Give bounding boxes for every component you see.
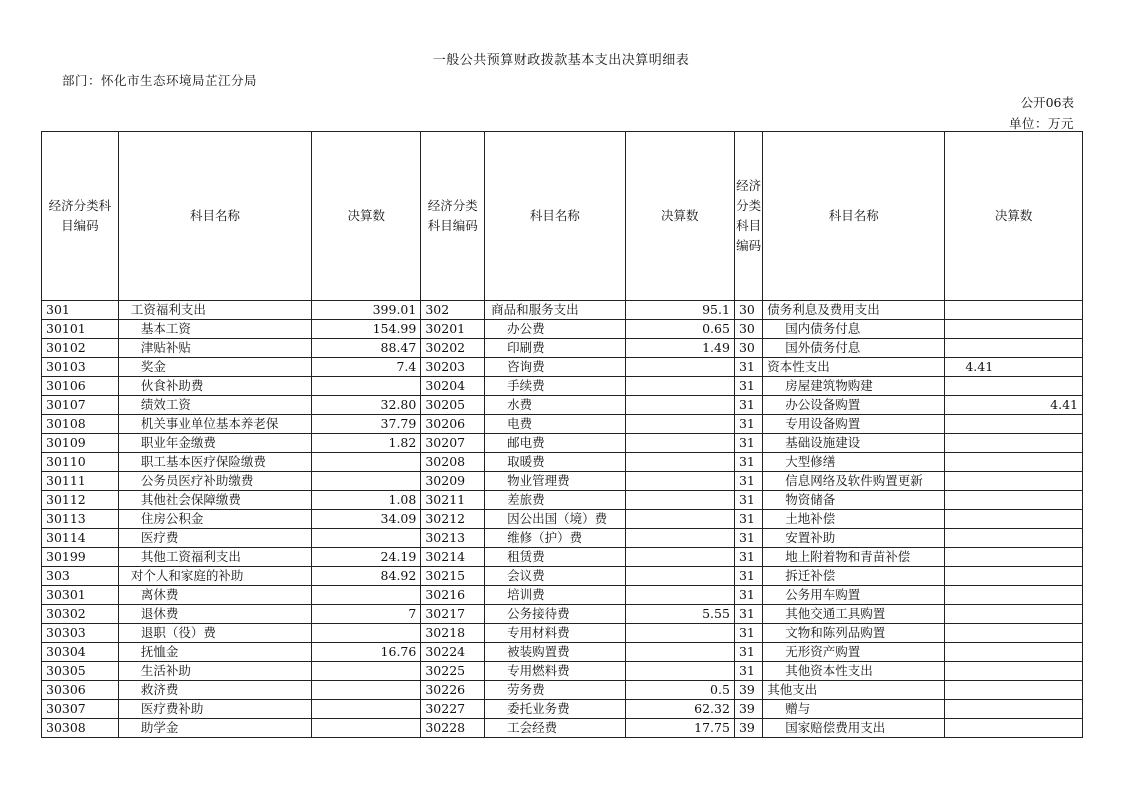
code-cell: 30208 (421, 453, 485, 472)
amount-cell (625, 529, 734, 548)
amount-cell (312, 700, 421, 719)
name-cell: 对个人和家庭的补助 (118, 567, 311, 586)
table-row (42, 472, 1083, 491)
code-cell: 30 (734, 339, 762, 358)
code-cell: 30201 (421, 320, 485, 339)
amount-cell (945, 491, 1083, 510)
code-cell: 30217 (421, 605, 485, 624)
name-cell: 其他社会保障缴费 (118, 491, 311, 510)
amount-cell (625, 491, 734, 510)
table-row (42, 605, 1083, 624)
table-row (42, 320, 1083, 339)
header-code-3: 经济分类科目编码 (734, 132, 762, 301)
code-cell: 31 (734, 567, 762, 586)
page-title: 一般公共预算财政拨款基本支出决算明细表 (432, 53, 690, 68)
header-amount-3: 决算数 (945, 132, 1083, 301)
name-cell: 房屋建筑物购建 (763, 377, 945, 396)
code-cell: 30204 (421, 377, 485, 396)
name-cell: 助学金 (118, 719, 311, 738)
name-cell: 拆迁补偿 (763, 567, 945, 586)
name-cell: 专用燃料费 (485, 662, 626, 681)
name-cell: 奖金 (118, 358, 311, 377)
name-cell: 抚恤金 (118, 643, 311, 662)
table-row (42, 624, 1083, 643)
amount-cell (625, 434, 734, 453)
amount-cell: 34.09 (312, 510, 421, 529)
name-cell: 委托业务费 (485, 700, 626, 719)
amount-cell: 7.4 (312, 358, 421, 377)
code-cell: 39 (734, 719, 762, 738)
amount-cell: 62.32 (625, 700, 734, 719)
table-row (42, 377, 1083, 396)
amount-cell (312, 453, 421, 472)
name-cell: 电费 (485, 415, 626, 434)
amount-cell (625, 567, 734, 586)
amount-cell (312, 586, 421, 605)
name-cell: 租赁费 (485, 548, 626, 567)
table-row (42, 358, 1083, 377)
name-cell: 医疗费 (118, 529, 311, 548)
code-cell: 31 (734, 510, 762, 529)
code-cell: 30110 (42, 453, 119, 472)
code-cell: 31 (734, 548, 762, 567)
amount-cell (945, 339, 1083, 358)
expenditure-table (41, 131, 1083, 738)
code-cell: 30109 (42, 434, 119, 453)
name-cell: 公务员医疗补助缴费 (118, 472, 311, 491)
code-cell: 303 (42, 567, 119, 586)
amount-cell: 0.65 (625, 320, 734, 339)
name-cell: 地上附着物和青苗补偿 (763, 548, 945, 567)
amount-value: 4.41 (965, 359, 994, 374)
name-cell: 文物和陈列品购置 (763, 624, 945, 643)
name-cell: 工资福利支出 (118, 301, 311, 320)
amount-cell (625, 643, 734, 662)
code-cell: 31 (734, 529, 762, 548)
amount-cell: 88.47 (312, 339, 421, 358)
name-cell: 物资储备 (763, 491, 945, 510)
name-cell: 物业管理费 (485, 472, 626, 491)
unit-label: 单位：万元 (1008, 116, 1074, 131)
name-cell: 债务利息及费用支出 (763, 301, 945, 320)
amount-cell (945, 662, 1083, 681)
header-name-3: 科目名称 (763, 132, 945, 301)
code-cell: 30206 (421, 415, 485, 434)
amount-cell (945, 548, 1083, 567)
code-cell: 30227 (421, 700, 485, 719)
amount-cell (312, 529, 421, 548)
name-cell: 被装购置费 (485, 643, 626, 662)
code-cell: 31 (734, 453, 762, 472)
amount-cell: 1.82 (312, 434, 421, 453)
header-amount-1: 决算数 (312, 132, 421, 301)
amount-cell: 37.79 (312, 415, 421, 434)
name-cell: 医疗费补助 (118, 700, 311, 719)
name-cell: 因公出国（境）费 (485, 510, 626, 529)
table-row (42, 453, 1083, 472)
header-name-2: 科目名称 (485, 132, 626, 301)
amount-value: 4.41 (1050, 397, 1078, 412)
table-row (42, 700, 1083, 719)
table-row (42, 510, 1083, 529)
code-cell: 30203 (421, 358, 485, 377)
name-cell: 信息网络及软件购置更新 (763, 472, 945, 491)
code-cell: 30214 (421, 548, 485, 567)
code-cell: 39 (734, 700, 762, 719)
amount-cell (625, 358, 734, 377)
amount-cell (945, 605, 1083, 624)
table-row (42, 415, 1083, 434)
amount-cell (945, 529, 1083, 548)
amount-cell (625, 377, 734, 396)
code-cell: 30107 (42, 396, 119, 415)
name-cell: 退休费 (118, 605, 311, 624)
name-cell: 办公设备购置 (763, 396, 945, 415)
header-name-1: 科目名称 (118, 132, 311, 301)
amount-cell: 16.76 (312, 643, 421, 662)
code-cell: 31 (734, 415, 762, 434)
code-cell: 30228 (421, 719, 485, 738)
amount-cell (945, 377, 1083, 396)
name-cell: 赠与 (763, 700, 945, 719)
table-code: 公开06表 (1020, 95, 1074, 110)
name-cell: 国外债务付息 (763, 339, 945, 358)
amount-cell (625, 472, 734, 491)
code-cell: 30101 (42, 320, 119, 339)
header-amount-2: 决算数 (625, 132, 734, 301)
amount-cell: 7 (312, 605, 421, 624)
amount-cell (945, 719, 1083, 738)
amount-cell (945, 434, 1083, 453)
name-cell: 公务接待费 (485, 605, 626, 624)
code-cell: 30106 (42, 377, 119, 396)
name-cell: 离休费 (118, 586, 311, 605)
code-cell: 31 (734, 605, 762, 624)
code-cell: 30308 (42, 719, 119, 738)
amount-cell: 1.08 (312, 491, 421, 510)
code-cell: 31 (734, 377, 762, 396)
table-row (42, 491, 1083, 510)
table-row (42, 548, 1083, 567)
amount-cell (945, 472, 1083, 491)
code-cell: 30102 (42, 339, 119, 358)
table-row (42, 719, 1083, 738)
code-cell: 30305 (42, 662, 119, 681)
name-cell: 职工基本医疗保险缴费 (118, 453, 311, 472)
header-code-2: 经济分类科目编码 (421, 132, 485, 301)
table-row (42, 396, 1083, 415)
code-cell: 31 (734, 434, 762, 453)
code-cell: 30113 (42, 510, 119, 529)
name-cell: 会议费 (485, 567, 626, 586)
amount-cell (945, 624, 1083, 643)
name-cell: 安置补助 (763, 529, 945, 548)
name-cell: 培训费 (485, 586, 626, 605)
code-cell: 39 (734, 681, 762, 700)
name-cell: 印刷费 (485, 339, 626, 358)
code-cell: 30215 (421, 567, 485, 586)
code-cell: 301 (42, 301, 119, 320)
name-cell: 其他交通工具购置 (763, 605, 945, 624)
code-cell: 30301 (42, 586, 119, 605)
code-cell: 30209 (421, 472, 485, 491)
table-row (42, 339, 1083, 358)
code-cell: 31 (734, 396, 762, 415)
amount-cell (625, 510, 734, 529)
amount-value (949, 396, 965, 414)
table-row (42, 434, 1083, 453)
amount-cell: 32.80 (312, 396, 421, 415)
table-row (42, 586, 1083, 605)
name-cell: 无形资产购置 (763, 643, 945, 662)
code-cell: 31 (734, 662, 762, 681)
code-cell: 30114 (42, 529, 119, 548)
code-cell: 30 (734, 320, 762, 339)
name-cell: 基本工资 (118, 320, 311, 339)
amount-cell (625, 624, 734, 643)
amount-cell (312, 472, 421, 491)
name-cell: 国家赔偿费用支出 (763, 719, 945, 738)
name-cell: 劳务费 (485, 681, 626, 700)
table-row (42, 662, 1083, 681)
table-row (42, 567, 1083, 586)
name-cell: 差旅费 (485, 491, 626, 510)
name-cell: 机关事业单位基本养老保 (118, 415, 311, 434)
amount-cell (945, 358, 1083, 377)
code-cell: 30216 (421, 586, 485, 605)
code-cell: 31 (734, 472, 762, 491)
code-cell: 30224 (421, 643, 485, 662)
amount-cell: 5.55 (625, 605, 734, 624)
name-cell: 生活补助 (118, 662, 311, 681)
code-cell: 30202 (421, 339, 485, 358)
name-cell: 咨询费 (485, 358, 626, 377)
department-label: 部门：怀化市生态环境局芷江分局 (62, 73, 258, 88)
code-cell: 30211 (421, 491, 485, 510)
name-cell: 其他资本性支出 (763, 662, 945, 681)
name-cell: 公务用车购置 (763, 586, 945, 605)
amount-cell (945, 510, 1083, 529)
code-cell: 30103 (42, 358, 119, 377)
name-cell: 手续费 (485, 377, 626, 396)
code-cell: 30108 (42, 415, 119, 434)
table-row (42, 529, 1083, 548)
code-cell: 30111 (42, 472, 119, 491)
name-cell: 维修（护）费 (485, 529, 626, 548)
amount-cell: 399.01 (312, 301, 421, 320)
amount-cell (945, 415, 1083, 434)
amount-cell: 24.19 (312, 548, 421, 567)
header-code-1: 经济分类科目编码 (42, 132, 119, 301)
header-row (42, 132, 1083, 301)
amount-cell: 84.92 (312, 567, 421, 586)
code-cell: 30 (734, 301, 762, 320)
amount-cell (312, 624, 421, 643)
code-cell: 30199 (42, 548, 119, 567)
code-cell: 30306 (42, 681, 119, 700)
code-cell: 30303 (42, 624, 119, 643)
amount-cell (945, 320, 1083, 339)
amount-cell: 17.75 (625, 719, 734, 738)
name-cell: 商品和服务支出 (485, 301, 626, 320)
code-cell: 30302 (42, 605, 119, 624)
amount-cell (625, 548, 734, 567)
amount-cell (312, 377, 421, 396)
amount-cell: 1.49 (625, 339, 734, 358)
code-cell: 302 (421, 301, 485, 320)
name-cell: 其他工资福利支出 (118, 548, 311, 567)
amount-cell (945, 700, 1083, 719)
amount-cell (945, 567, 1083, 586)
amount-cell (945, 681, 1083, 700)
table-row (42, 301, 1083, 320)
code-cell: 31 (734, 643, 762, 662)
amount-cell (625, 586, 734, 605)
code-cell: 31 (734, 586, 762, 605)
name-cell: 取暖费 (485, 453, 626, 472)
name-cell: 绩效工资 (118, 396, 311, 415)
name-cell: 邮电费 (485, 434, 626, 453)
code-cell: 31 (734, 358, 762, 377)
amount-cell (312, 719, 421, 738)
name-cell: 其他支出 (763, 681, 945, 700)
name-cell: 大型修缮 (763, 453, 945, 472)
name-cell: 办公费 (485, 320, 626, 339)
name-cell: 专用材料费 (485, 624, 626, 643)
amount-cell (945, 453, 1083, 472)
amount-cell (625, 415, 734, 434)
name-cell: 土地补偿 (763, 510, 945, 529)
name-cell: 基础设施建设 (763, 434, 945, 453)
amount-cell: 154.99 (312, 320, 421, 339)
code-cell: 30213 (421, 529, 485, 548)
amount-cell (625, 396, 734, 415)
name-cell: 专用设备购置 (763, 415, 945, 434)
amount-cell (625, 662, 734, 681)
name-cell: 国内债务付息 (763, 320, 945, 339)
code-cell: 30205 (421, 396, 485, 415)
code-cell: 31 (734, 491, 762, 510)
name-cell: 住房公积金 (118, 510, 311, 529)
table-row (42, 681, 1083, 700)
code-cell: 31 (734, 624, 762, 643)
amount-cell (945, 586, 1083, 605)
table-body (42, 301, 1083, 738)
amount-cell: 95.1 (625, 301, 734, 320)
code-cell: 30112 (42, 491, 119, 510)
name-cell: 退职（役）费 (118, 624, 311, 643)
amount-cell (312, 681, 421, 700)
code-cell: 30212 (421, 510, 485, 529)
code-cell: 30207 (421, 434, 485, 453)
amount-cell: 0.5 (625, 681, 734, 700)
name-cell: 水费 (485, 396, 626, 415)
code-cell: 30307 (42, 700, 119, 719)
name-cell: 职业年金缴费 (118, 434, 311, 453)
name-cell: 资本性支出 (763, 358, 945, 377)
amount-cell (312, 662, 421, 681)
amount-cell (945, 643, 1083, 662)
name-cell: 救济费 (118, 681, 311, 700)
code-cell: 30226 (421, 681, 485, 700)
amount-cell (945, 301, 1083, 320)
amount-cell (945, 396, 1083, 415)
code-cell: 30304 (42, 643, 119, 662)
table-row (42, 643, 1083, 662)
code-cell: 30225 (421, 662, 485, 681)
amount-cell (625, 453, 734, 472)
name-cell: 工会经费 (485, 719, 626, 738)
name-cell: 津贴补贴 (118, 339, 311, 358)
code-cell: 30218 (421, 624, 485, 643)
name-cell: 伙食补助费 (118, 377, 311, 396)
